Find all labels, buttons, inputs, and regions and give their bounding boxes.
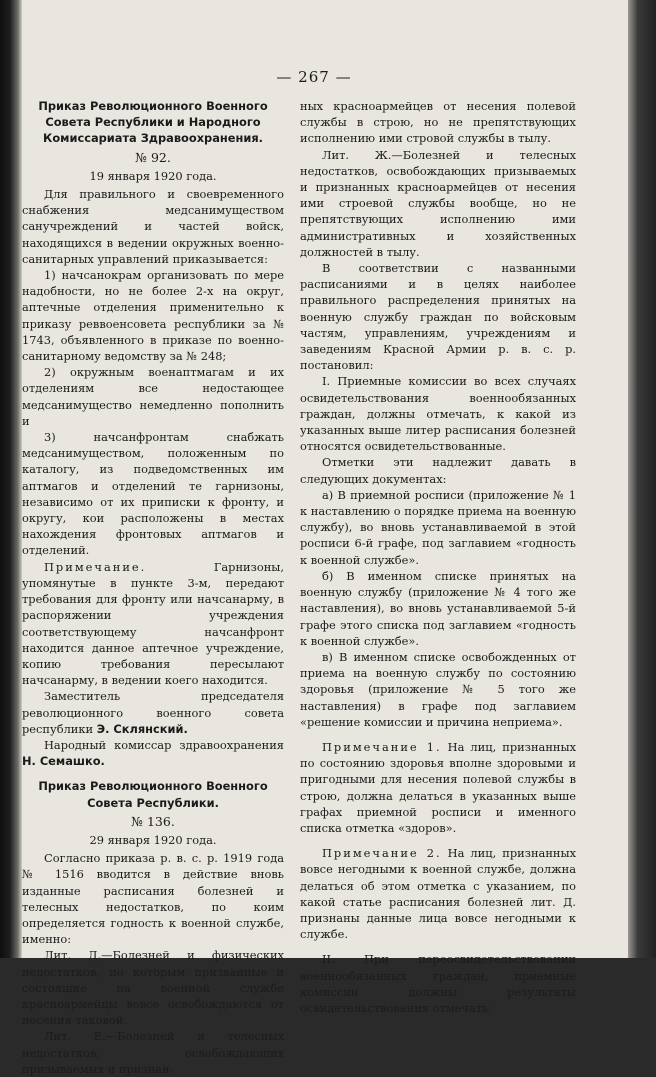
page-number: — 267 — xyxy=(276,68,352,86)
left-column xyxy=(22,98,284,1077)
order1-item-3: 3) начсанфронтам снабжать медсанимуществом, положенным по каталогу, из подведомственных им аптмагов и отделений те гарнизоны, независимо от их приписки к фронту, и округу, кои расположены в местах нахождения фронтовых аптмагов и отделений. xyxy=(22,430,284,558)
order1-item-2: 2) окружным военаптмагам и их отделениям все недостающее медсанимущество немедленно пополнить и xyxy=(22,365,284,428)
order1-signature-2 xyxy=(22,737,284,769)
order2-number: № 136. xyxy=(131,813,175,829)
order1-signature-2-name: Н. Семашко. xyxy=(22,754,105,769)
right-column xyxy=(300,98,576,1016)
note-2-label: Примечание 2. xyxy=(322,846,442,861)
lit-zh-paragraph: Лит. Ж.—Болезней и телесных недостатков, освобождающих призываемых и признанных красноармейцев от несения ими строевой службы вообще, но не препятствующих исполнению ими административных и хозяйственных должностей в тылу. xyxy=(300,147,576,259)
item-v-paragraph: в) В именном списке освобожденных от приема на военную службу по состоянию здоровья (приложение № 5 того же наставления) в графе под заглавием «решение комиссии и причина неприема». xyxy=(300,649,576,729)
section-ii-paragraph: II. При переосвидетельствовании военнообязанных граждан, приемные комиссии должны результаты освидетельствования отмечать: xyxy=(300,952,576,1015)
continuation-paragraph: ных красноармейцев от несения полевой службы в строю, но не препятствующих исполнению ими стровой службы в тылу. xyxy=(300,99,576,146)
note-2 xyxy=(300,845,576,942)
order1-intro: Для правильного и своевременного снабжения медсанимуществом санучреждений и частей войск, находящихся в ведении окружных военно-санитарных управлений приказывается: xyxy=(22,187,284,266)
order1-note-text: Гарнизоны, упомянутые в пункте 3-м, передают требования для фронту или начсанарму, в распоряжении учреждения соответствующему начсанфронт находится данное аптечное учреждение, копию требования пересылают начсанарму, в ведении коего находится. xyxy=(22,559,284,688)
order1-note xyxy=(22,559,284,689)
note-1-text: На лиц, признанных по состоянию здоровья вполне здоровыми и пригодными для несения полевой службы в строю, должна делаться в указанных выше графах приемной росписи и именного списка отметка «здоров». xyxy=(300,739,577,835)
order1-note-label: Примечание. xyxy=(44,559,147,574)
note-2-text: На лиц, признанных вовсе негодными к военной службе, должна делаться об этом отметка с указанием, по какой статье расписания болезней лит. Д. признаны данные лица вовсе негодными к службе. xyxy=(300,846,577,942)
order1-title: Приказ Революционного Военного Совета Республики и Народного Комиссариата Здравоохранения. xyxy=(38,99,268,146)
order2-lit-d: Лит. Д.—Болезней и физических недостатков, по которым призванные и состоящие на военной службе красноармейцы вовсе освобождаются от несения таковой. xyxy=(22,948,284,1028)
order2-date: 29 января 1920 года. xyxy=(89,832,217,847)
order1-date: 19 января 1920 года. xyxy=(89,168,217,183)
section-i-paragraph: I. Приемные комиссии во всех случаях освидетельствования военнообязанных граждан, должны отмечать, к какой из указанных выше литер расписания болезней относятся освидетельствованные. xyxy=(300,374,576,454)
order1-item-1: 1) начсанокрам организовать по мере надобности, но не более 2-х на округ, аптечные отделения применительно к приказу реввоенсовета республики за № 1743, объявленного в приказе по военно-санитарному ведомству за № 248; xyxy=(22,268,284,364)
note-1 xyxy=(300,739,576,836)
order1-signature-1-title: Заместитель председателя революционного военного совета республики xyxy=(22,689,284,736)
scan-right-edge xyxy=(628,0,656,958)
order2-lit-e: Лит. Е.—Болезней и телесных недостатков, освобождающих призываемых и признан- xyxy=(22,1029,284,1076)
order1-signature-1 xyxy=(22,688,284,737)
order1-signature-1-name: Э. Склянский. xyxy=(96,721,188,736)
order2-intro: Согласно приказа р. в. с. р. 1919 года № 1516 вводится в действие вновь изданные расписания болезней и телесных недостатков, по коим определяется годность к военной службе, именно: xyxy=(22,851,284,947)
margin-marks xyxy=(2,0,18,958)
note-1-label: Примечание 1. xyxy=(322,739,442,754)
order1-number: № 92. xyxy=(135,149,171,165)
accordance-paragraph: В соответствии с названными расписаниями и в целях наиболее правильного распределения принятых на военную службу граждан по войсковым частям, управлениям, учреждениям и заведениям Красной Армии р. в. с. р. постановил: xyxy=(300,261,576,373)
item-b-paragraph: б) В именном списке принятых на военную службу (приложение № 4 того же наставления), во вновь устанавливаемой 5-й графе этого списка под заглавием «годность к военной службе». xyxy=(300,568,576,648)
item-a-paragraph: а) В приемной росписи (приложение № 1 к наставлению о порядке приема на военную службу), во вновь устанавливаемой в этой росписи 6-й графе, под заглавием «годность к военной службе». xyxy=(300,487,576,567)
marks-paragraph: Отметки эти надлежит давать в следующих документах: xyxy=(300,455,576,486)
order1-signature-2-title: Народный комиссар здравоохранения xyxy=(44,737,284,752)
order2-title: Приказ Революционного Военного Совета Республики. xyxy=(38,779,268,810)
